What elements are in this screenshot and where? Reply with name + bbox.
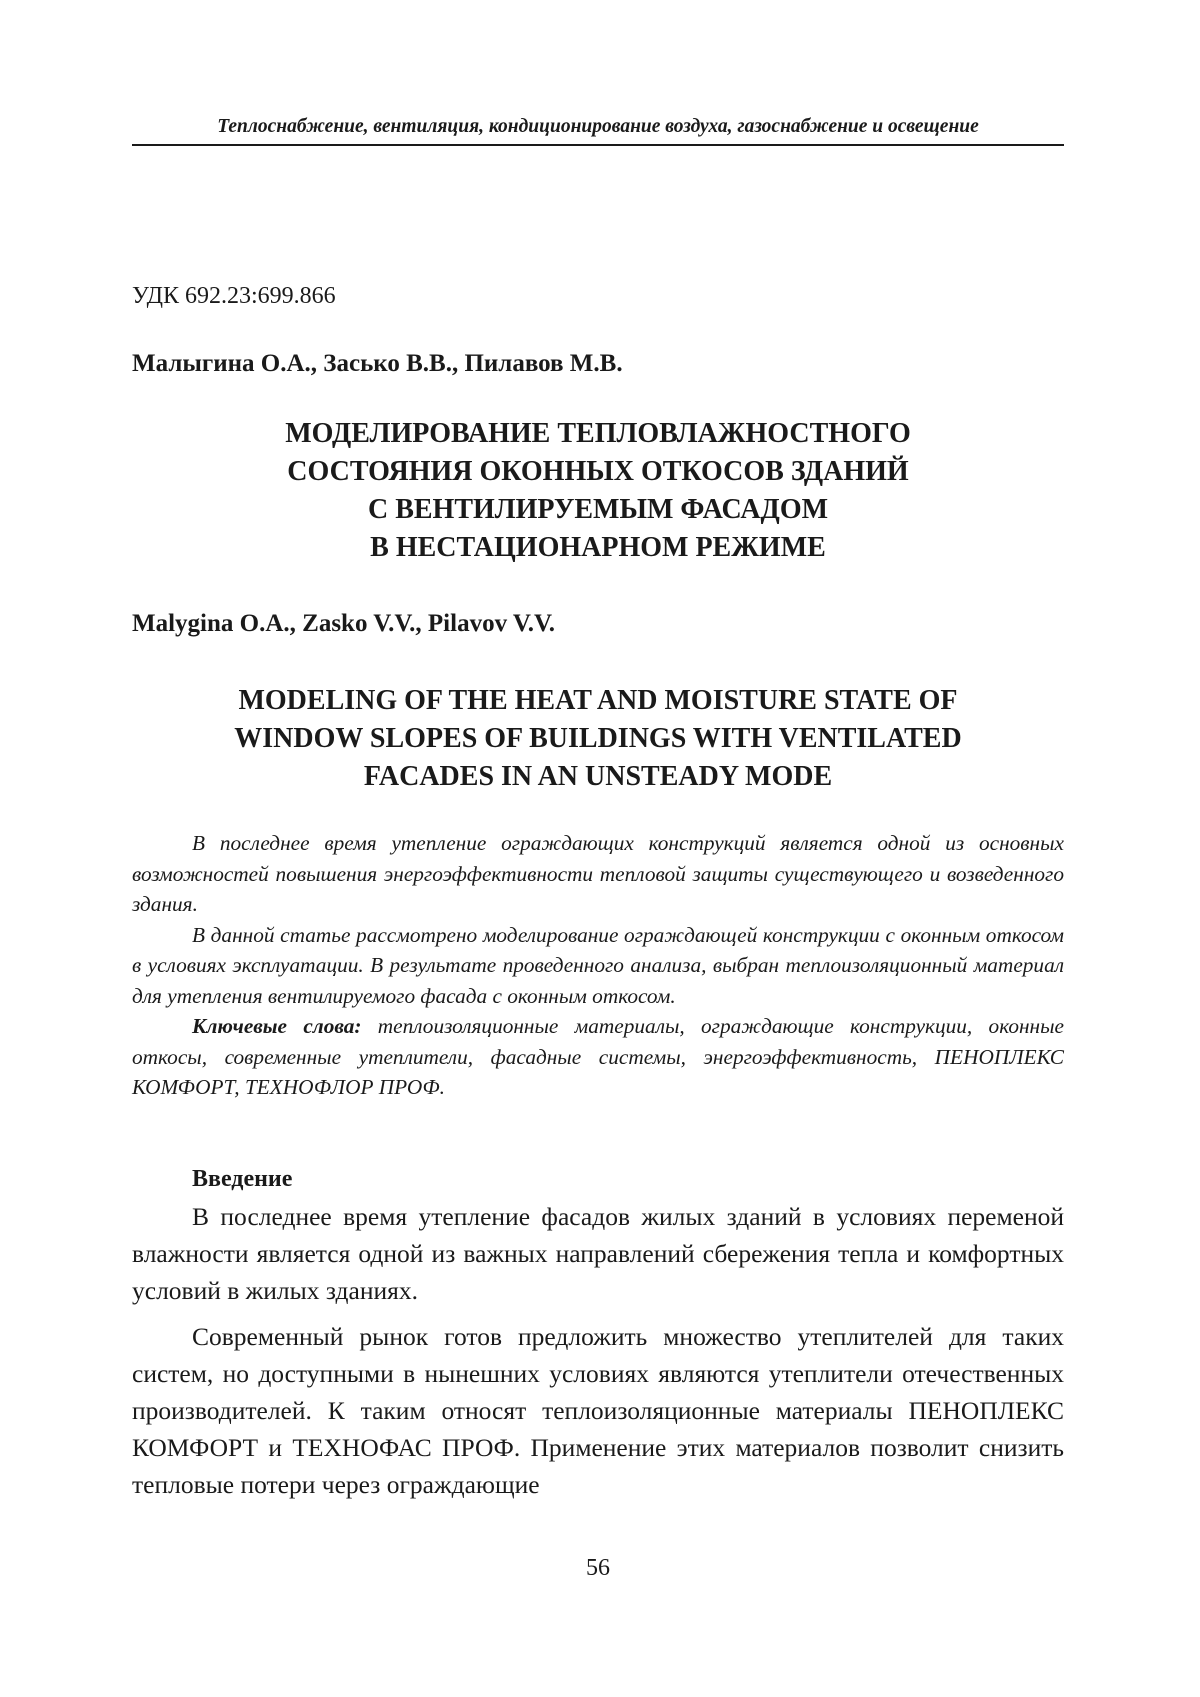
section-heading: Введение: [192, 1166, 293, 1192]
abstract: [132, 828, 1064, 1103]
authors-english: Malygina O.A., Zasko V.V., Pilavov V.V.: [132, 610, 556, 637]
title-en-line: MODELING OF THE HEAT AND MOISTURE STATE OF: [238, 685, 958, 716]
authors-russian: Малыгина О.А., Засько В.В., Пилавов М.В.: [132, 350, 623, 377]
title-en-line: WINDOW SLOPES OF BUILDINGS WITH VENTILATED: [234, 723, 962, 754]
body-paragraph: Современный рынок готов предложить множество утеплителей для таких систем, но доступными в нынешних условиях являются утеплители отечественных производителей. К таким относят теплоизоляционные материалы ПЕНОПЛЕКС КОМФОРТ и ТЕХНОФАС ПРОФ. Применение этих материалов позволит снизить тепловые потери через ограждающие: [132, 1322, 1064, 1499]
running-head: Теплоснабжение, вентиляция, кондиционирование воздуха, газоснабжение и освещение: [217, 116, 979, 137]
title-ru-line: В НЕСТАЦИОНАРНОМ РЕЖИМЕ: [370, 532, 826, 563]
keywords-label: Ключевые слова:: [192, 1014, 362, 1038]
body-paragraph: В последнее время утепление фасадов жилых зданий в условиях переменой влажности является одной из важных направлений сбережения тепла и комфортных условий в жилых зданиях.: [132, 1202, 1064, 1305]
journal-page: [132, 0, 1064, 1697]
title-ru-line: С ВЕНТИЛИРУЕМЫМ ФАСАДОМ: [367, 494, 829, 525]
page-number: 56: [586, 1555, 610, 1581]
title-en-line: FACADES IN AN UNSTEADY MODE: [363, 761, 833, 792]
abstract-paragraph: В последнее время утепление ограждающих конструкций является одной из основных возможностей повышения энергоэффективности тепловой защиты существующего и возведенного здания.: [132, 831, 1064, 916]
abstract-paragraph: В данной статье рассмотрено моделирование ограждающей конструкции с оконным откосом в условиях эксплуатации. В результате проведенного анализа, выбран теплоизоляционный материал для утепления вентилируемого фасада с оконным откосом.: [132, 922, 1064, 1008]
header-divider: [132, 144, 1064, 146]
title-ru-line: СОСТОЯНИЯ ОКОННЫХ ОТКОСОВ ЗДАНИЙ: [287, 456, 909, 487]
article-title-english: [132, 682, 1064, 796]
udc-code: УДК 692.23:699.866: [132, 283, 336, 309]
keywords-paragraph: [132, 1011, 1064, 1103]
keywords-list: теплоизоляционные материалы, ограждающие конструкции, оконные откосы, современные утеплители, фасадные системы, энергоэффективность, ПЕНОПЛЕКС КОМФОРТ, ТЕХНОФЛОР ПРОФ.: [132, 1014, 1064, 1099]
body-text: [132, 1198, 1064, 1512]
title-ru-line: МОДЕЛИРОВАНИЕ ТЕПЛОВЛАЖНОСТНОГО: [285, 418, 911, 449]
article-title-russian: [132, 415, 1064, 567]
